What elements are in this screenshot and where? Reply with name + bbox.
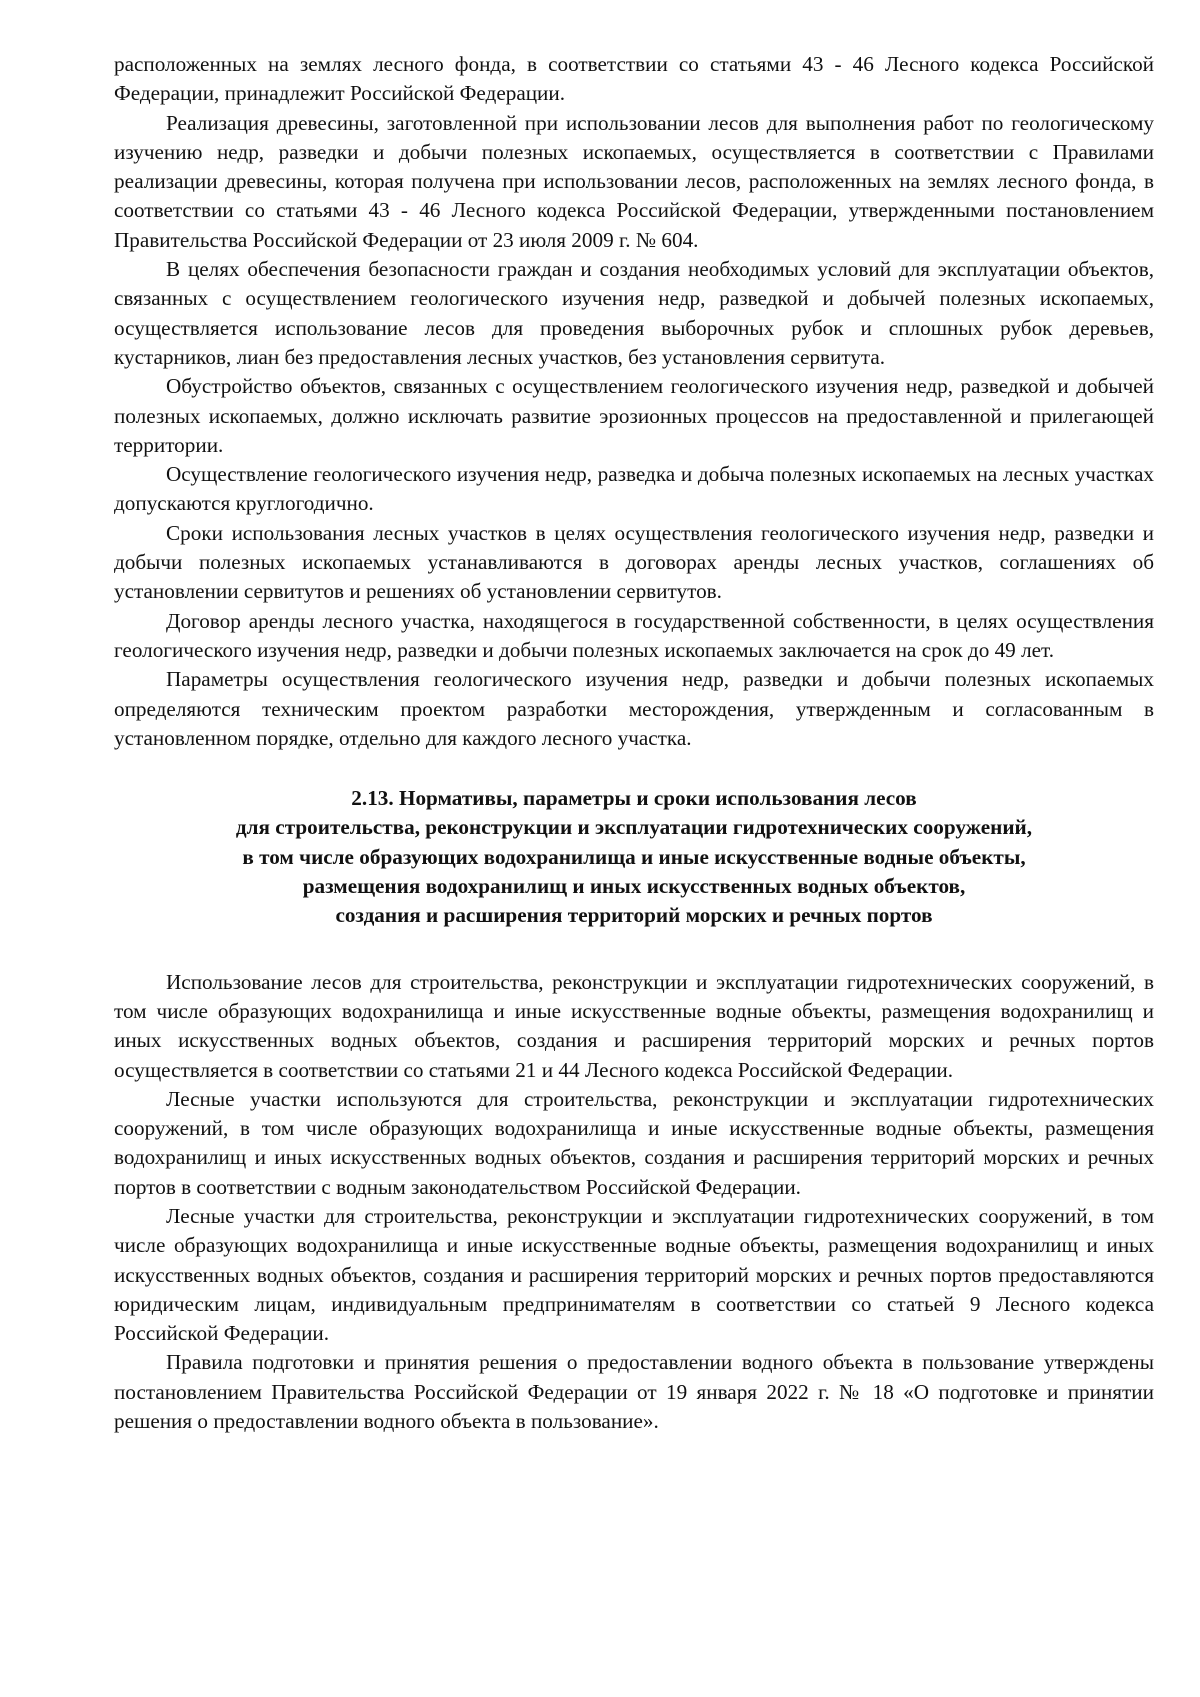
paragraph-lease-term: Договор аренды лесного участка, находящегося в государственной собственности, в целях осуществления геологического изучения недр, разведки и добычи полезных ископаемых заключается на срок до 49 лет.: [114, 608, 1154, 662]
paragraph-parameters: Параметры осуществления геологического изучения недр, разведки и добычи полезных ископаемых определяются техническим проектом разработки месторождения, утвержденным и согласованным в установленном порядке, отдельно для каждого лесного участка.: [114, 667, 1154, 750]
section-heading-line: создания и расширения территорий морских и речных портов: [335, 903, 933, 928]
paragraph-timber-sale: Реализация древесины, заготовленной при использовании лесов для выполнения работ по геологическому изучению недр, разведки и добычи полезных ископаемых, осуществляется в соответствии с Правилами реализации древесины, которая получена при использовании лесов, расположенных на землях лесного фонда, в соответствии со статьями 43 - 46 Лесного кодекса Российской Федерации, утвержденными постановлением Правительства Российской Федерации от 23 июля 2009 г. № 604.: [114, 110, 1154, 252]
paragraph-hydro-plots: Лесные участки используются для строительства, реконструкции и эксплуатации гидротехнических сооружений, в том числе образующих водохранилища и иные искусственные водные объекты, размещения водохранилищ и иных искусственных водных объектов, создания и расширения территорий морских и речных портов в соответствии с водным законодательством Российской Федерации.: [114, 1086, 1154, 1199]
paragraph-safety-felling: В целях обеспечения безопасности граждан и создания необходимых условий для эксплуатации объектов, связанных с осуществлением геологического изучения недр, разведкой и добычей полезных ископаемых, осуществляется использование лесов для проведения выборочных рубок и сплошных рубок деревьев, кустарников, лиан без предоставления лесных участков, без установления сервитута.: [114, 257, 1154, 369]
section-heading: [114, 784, 1154, 930]
section-heading-line: для строительства, реконструкции и эксплуатации гидротехнических сооружений,: [235, 815, 1033, 840]
paragraph-water-rules: Правила подготовки и принятия решения о предоставлении водного объекта в пользование утверждены постановлением Правительства Российской Федерации от 19 января 2022 г. № 18 «О подготовке и принятии решения о предоставлении водного объекта в пользование».: [114, 1350, 1154, 1434]
document-page: [114, 50, 1154, 1436]
paragraph-hydro-usage: Использование лесов для строительства, реконструкции и эксплуатации гидротехнических сооружений, в том числе образующих водохранилища и иные искусственные водные объекты, размещения водохранилищ и иных искусственных водных объектов, создания и расширения территорий морских и речных портов осуществляется в соответствии со статьями 21 и 44 Лесного кодекса Российской Федерации.: [114, 969, 1154, 1082]
paragraph-erosion: Обустройство объектов, связанных с осуществлением геологического изучения недр, разведкой и добычей полезных ископаемых, должно исключать развитие эрозионных процессов на предоставленной и прилегающей территории.: [114, 374, 1154, 457]
section-heading-line: размещения водохранилищ и иных искусственных водных объектов,: [302, 874, 966, 899]
paragraph-usage-terms: Сроки использования лесных участков в целях осуществления геологического изучения недр, разведки и добычи полезных ископаемых устанавливаются в договорах аренды лесных участков, соглашениях об установлении сервитутов и решениях об установлении сервитутов.: [114, 520, 1154, 604]
section-heading-line: в том числе образующих водохранилища и иные искусственные водные объекты,: [242, 844, 1026, 869]
paragraph-hydro-provision: Лесные участки для строительства, реконструкции и эксплуатации гидротехнических сооружений, в том числе образующих водохранилища и иные искусственные водные объекты, размещения водохранилищ и иных искусственных водных объектов, создания и расширения территорий морских и речных портов предоставляются юридическим лицам, индивидуальным предпринимателям в соответствии со статьей 9 Лесного кодекса Российской Федерации.: [114, 1203, 1154, 1346]
paragraph-year-round: Осуществление геологического изучения недр, разведка и добыча полезных ископаемых на лесных участках допускаются круглогодично.: [114, 462, 1154, 516]
section-heading-line: 2.13. Нормативы, параметры и сроки использования лесов: [351, 786, 917, 811]
paragraph-continuation: расположенных на землях лесного фонда, в соответствии со статьями 43 - 46 Лесного кодекса Российской Федерации, принадлежит Российской Федерации.: [114, 52, 1154, 106]
